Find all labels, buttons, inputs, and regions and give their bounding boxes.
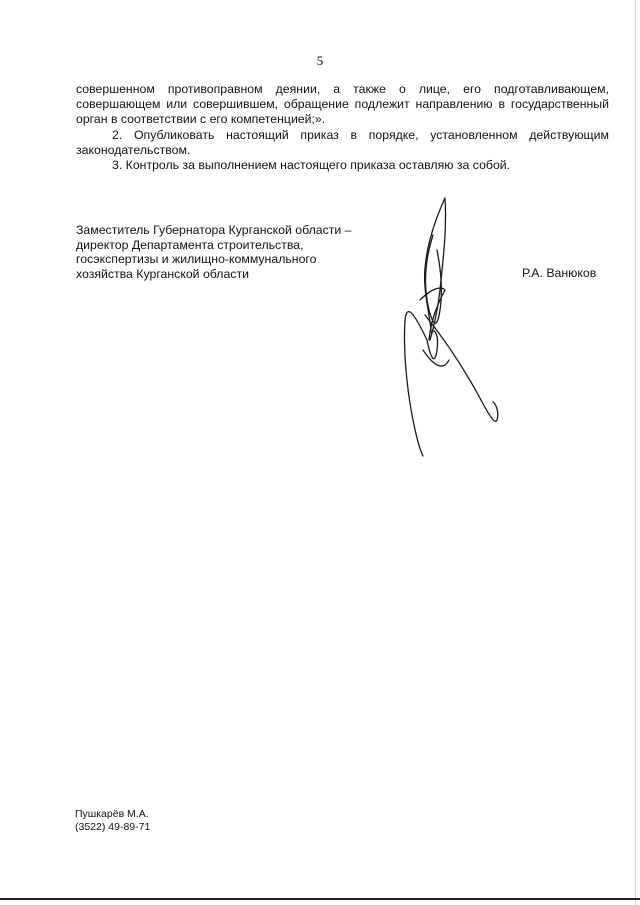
handwritten-signature	[385, 190, 525, 460]
paragraph-item-2: 2. Опубликовать настоящий приказ в порядке, установленном действующим законодательством.	[76, 127, 609, 157]
paragraph-continuation: совершенном противоправном деянии, а также о лице, его подготавливающем, совершающем или совершившем, обращение подлежит направлению в государственный орган в соответствии с его компетенцией;».	[76, 82, 609, 127]
signatory-title-line: Заместитель Губернатора Курганской области –	[76, 223, 352, 237]
scan-bottom-edge	[0, 898, 640, 900]
scan-edge-line	[635, 0, 636, 905]
signatory-title-line: директор Департамента строительства,	[76, 237, 304, 252]
document-body	[76, 82, 609, 173]
signatory-title-line: хозяйства Курганской области	[76, 266, 249, 281]
signatory-title	[76, 223, 396, 281]
executor-block	[75, 808, 150, 834]
signatory-title-line: госэкспертизы и жилищно-коммунального	[76, 252, 317, 267]
signer-name: Р.А. Ванюков	[522, 266, 597, 280]
page-number: 5	[316, 53, 324, 68]
executor-phone: (3522) 49-89-71	[75, 821, 151, 833]
executor-name: Пушкарёв М.А.	[75, 808, 149, 820]
paragraph-item-3: 3. Контроль за выполнением настоящего приказа оставляю за собой.	[112, 158, 511, 173]
